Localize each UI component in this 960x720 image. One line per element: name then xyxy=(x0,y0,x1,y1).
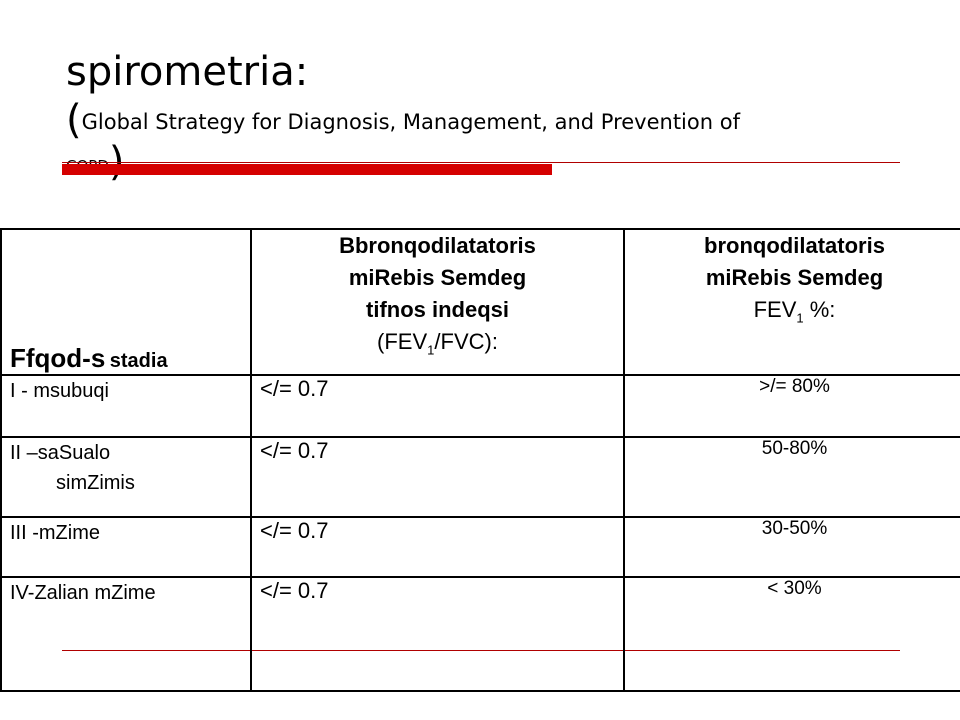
stage-line1: II –saSualo xyxy=(10,442,111,464)
title-underline-bar xyxy=(62,164,552,175)
stage-cell: I - msubuqi xyxy=(1,375,251,437)
stage-cell: III -mZime xyxy=(1,517,251,577)
header-fev xyxy=(624,229,960,375)
header-fev-line1: bronqodilatatoris xyxy=(704,233,885,258)
subtitle-part1: Global Strategy for Diagnosis, Management, and Prevention of xyxy=(81,110,740,134)
header-ratio-line1: Bbronqodilatatoris xyxy=(339,233,536,258)
header-ratio xyxy=(251,229,624,375)
header-fev-line3 xyxy=(633,294,956,326)
header-fev-sub: 1 xyxy=(796,310,804,326)
header-ratio-line3: tifnos indeqsi xyxy=(366,297,509,322)
title-underline-thin xyxy=(62,162,900,163)
fev-cell: >/= 80% xyxy=(624,375,960,437)
header-fev-pct: %: xyxy=(803,297,836,322)
header-fev-label: FEV xyxy=(753,297,797,322)
ratio-cell: </= 0.7 xyxy=(251,517,624,577)
title-main: spirometria: xyxy=(66,49,309,95)
fev-cell: < 30% xyxy=(624,577,960,691)
fev-cell: 50-80% xyxy=(624,437,960,517)
header-stage-a: Ffqod-s xyxy=(10,343,106,373)
ratio-cell: </= 0.7 xyxy=(251,577,624,691)
header-ratio-line4 xyxy=(260,326,615,358)
title-subtitle xyxy=(66,97,926,143)
header-ratio-sub: 1 xyxy=(427,342,435,358)
header-fev-line2: miRebis Semdeg xyxy=(705,265,884,290)
stage-cell: IV-Zalian mZime xyxy=(1,577,251,691)
header-ratio-line2: miRebis Semdeg xyxy=(348,265,527,290)
ratio-cell: </= 0.7 xyxy=(251,375,624,437)
table-row xyxy=(1,437,960,517)
table-row xyxy=(1,375,960,437)
ratio-cell: </= 0.7 xyxy=(251,437,624,517)
table-header-row xyxy=(1,229,960,375)
table-row xyxy=(1,517,960,577)
table-row xyxy=(1,577,960,691)
header-ratio-fvc: /FVC): xyxy=(434,329,498,354)
header-ratio-fev: (FEV xyxy=(377,329,428,354)
header-stage xyxy=(1,229,251,375)
stage-cell xyxy=(1,437,251,517)
open-paren: ( xyxy=(66,97,82,143)
stage-line2: simZimis xyxy=(56,472,135,494)
header-stage-b: stadia xyxy=(109,350,168,372)
copd-stages-table xyxy=(0,228,960,692)
fev-cell: 30-50% xyxy=(624,517,960,577)
